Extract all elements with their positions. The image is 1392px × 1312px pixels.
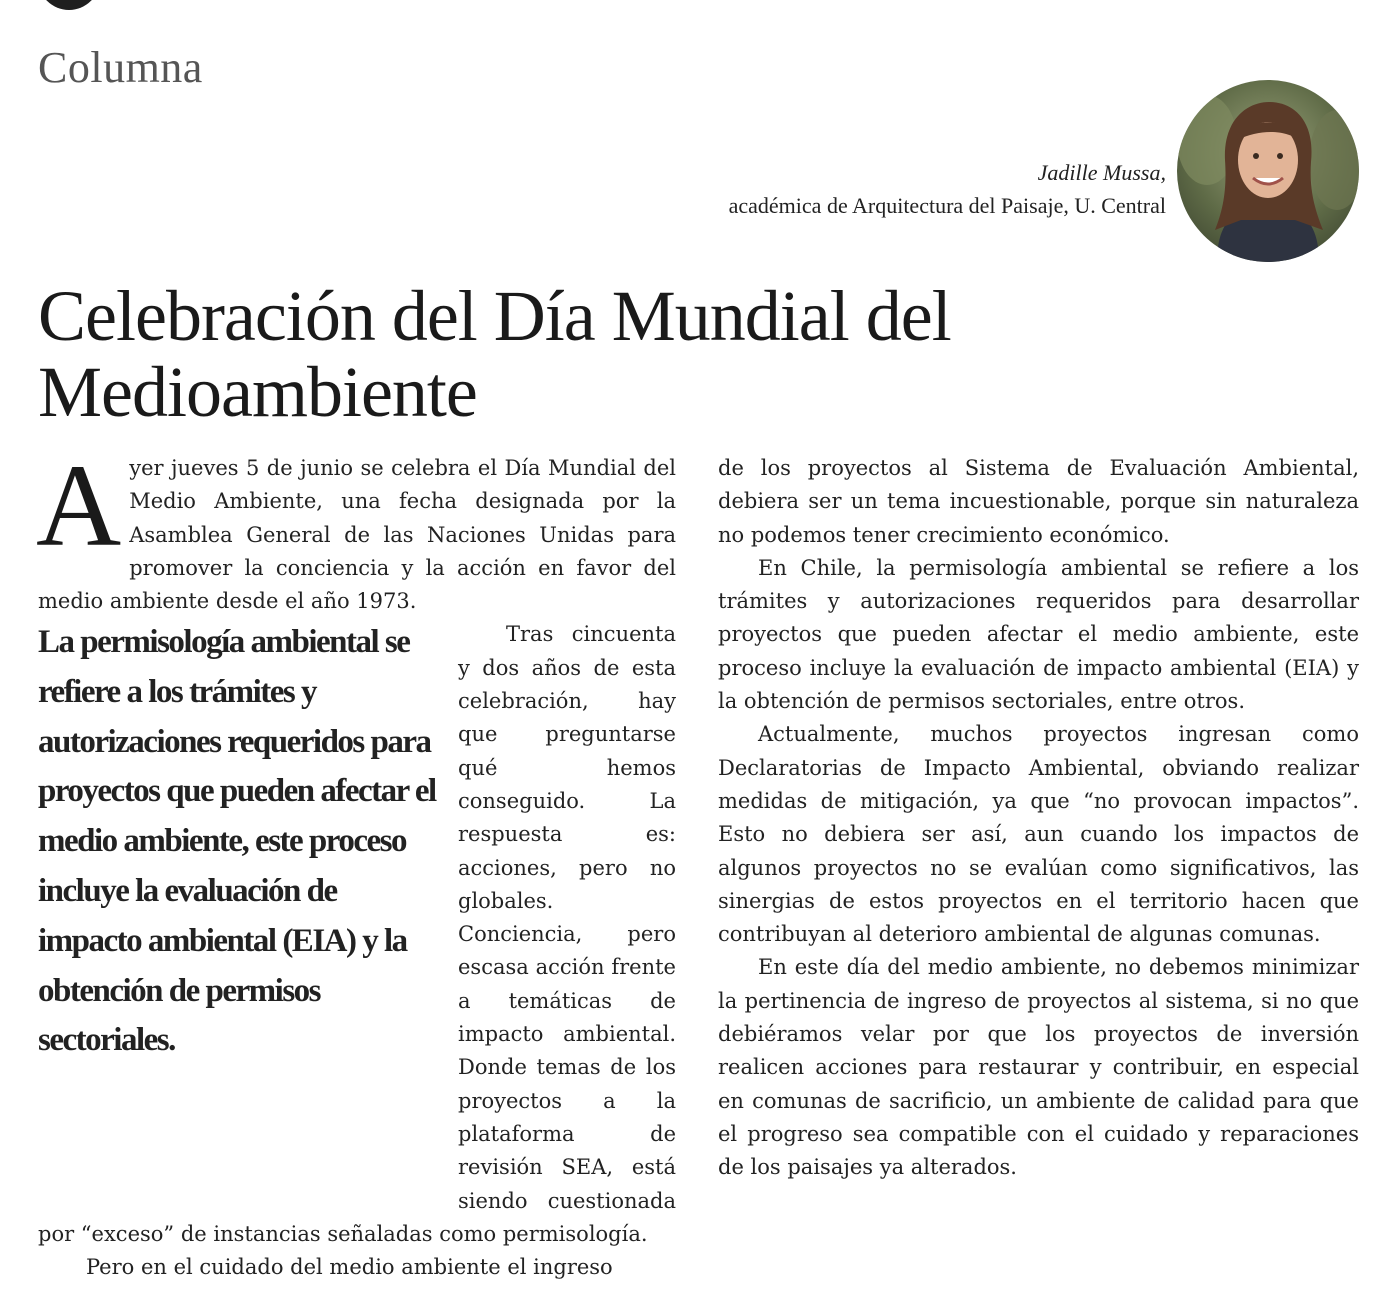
author-role: académica de Arquitectura del Paisaje, U. Central [728, 193, 1166, 218]
section-label: Columna [38, 43, 203, 92]
drop-cap: A [36, 440, 122, 571]
publication-logo [38, 0, 100, 10]
paragraph: Actualmente, muchos proyectos ingresan como Declaratorias de Impacto Ambiental, obviando realizar medidas de mitigación, ya que “no provocan impactos”. Esto no debiera ser así, aun cuando los impactos de algunos proyectos no se evalúan como significativos, las sinergias de estos proyectos en el territorio hacen que contribuyan al deterioro ambiental de algunas comunas. [718, 722, 1359, 947]
article-headline: Celebración del Día Mundial del Medioambiente [38, 276, 951, 432]
paragraph: yer jueves 5 de junio se celebra el Día Mundial del Medio Ambiente, una fecha designada por la Asamblea General de las Naciones Unidas para promover la conciencia y la acción en favor del medio ambiente desde el año 1973. [38, 456, 676, 614]
paragraph: En Chile, la permisología ambiental se refiere a los trámites y autorizaciones requeridos para desarrollar proyectos que pueden afectar el medio ambiente, este proceso incluye la evaluación de impacto ambiental (EIA) y la obtención de permisos sectoriales, entre otros. [718, 555, 1359, 714]
pull-quote: La permisología ambiental se refiere a los trámites y autorizaciones requeridos para proyectos que pueden afectar el medio ambiente, este proceso incluye la evaluación de impacto ambiental (EIA) y la obtención de permisos sectoriales. [38, 624, 436, 1059]
paragraph: Tras cincuenta y dos años de esta celebración, hay que preguntarse qué hemos conseguido. La respuesta es: acciones, pero no globales. Conciencia, pero escasa acción frente a temáticas de impacto ambiental. Donde temas de los proyectos a la plataforma de revisión SEA, está siendo cuestionada por “exceso” de instancias señaladas como permisología. [38, 622, 676, 1246]
author-byline [729, 156, 1166, 222]
paragraph: Pero en el cuidado del medio ambiente el ingreso [86, 1255, 613, 1280]
author-name: Jadille Mussa, [1037, 160, 1166, 185]
paragraph: En este día del medio ambiente, no debemos minimizar la pertinencia de ingreso de proyectos al sistema, si no que debiéramos velar por que los proyectos de inversión realicen acciones para restaurar y contribuir, en especial en comunas de sacrificio, un ambiente de calidad para que el progreso sea compatible con el cuidado y reparaciones de los paisajes ya alterados. [718, 955, 1359, 1180]
author-photo [1177, 80, 1359, 262]
author-portrait-illustration [1177, 80, 1359, 262]
paragraph: de los proyectos al Sistema de Evaluación Ambiental, debiera ser un tema incuestionable, porque sin naturaleza no podemos tener crecimiento económico. [718, 456, 1359, 547]
article-column-right [718, 452, 1359, 1185]
